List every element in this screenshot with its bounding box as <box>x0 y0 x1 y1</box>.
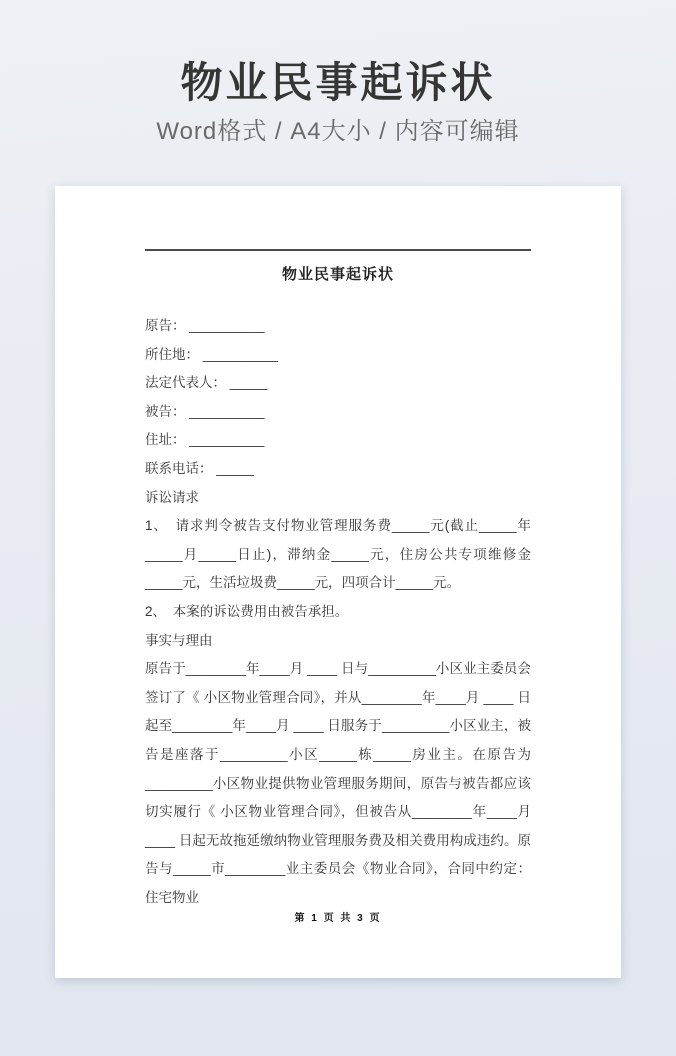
field-phone: 联系电话： _____ <box>145 460 254 476</box>
facts-section-heading: 事实与理由 <box>145 632 213 648</box>
document-title: 物业民事起诉状 <box>281 266 394 283</box>
field-legal-representative: 法定代表人： _____ <box>145 375 268 391</box>
field-address: 住址： __________ <box>145 432 265 448</box>
document-page <box>55 186 621 978</box>
document-body <box>145 312 531 912</box>
header-rule <box>145 249 531 251</box>
claim-item-1: 1、 请求判令被告支付物业管理服务费_____元(截止_____年_____月_____日止)，滞纳金_____元，住房公共专项维修金_____元，生活垃圾费_____元，四项合计_____元。 <box>145 518 531 591</box>
template-header <box>0 0 676 146</box>
claims-section-heading: 诉讼请求 <box>145 489 199 505</box>
claim-item-2: 2、 本案的诉讼费用由被告承担。 <box>145 603 349 619</box>
field-plaintiff: 原告： __________ <box>145 318 265 333</box>
template-title: 物业民事起诉状 <box>180 59 496 106</box>
field-defendant: 被告： __________ <box>145 403 265 419</box>
facts-paragraph: 原告于________年____月 ____ 日与_________小区业主委员会签订了《 小区物业管理合同》，并从________年____月 ____ 日起至________年____月 ____ 日服务于_________小区业主，被告是座落于_________小区_____栋_____房业主。在原告为_________小区物业提供物业管理服务期间，原告与被告都应该切实履行《 小区物业管理合同》，但被告从________年____月 ____ 日起无故拖延缴纳物业管理服务费及相关费用构成违约。原告与_____市________业主委员会《物业合同》，合同中约定：住宅物业 <box>145 661 531 905</box>
template-subtitle: Word格式 / A4大小 / 内容可编辑 <box>156 118 520 145</box>
page-number: 第 1 页 共 3 页 <box>294 913 382 924</box>
field-residence: 所住地： __________ <box>145 346 278 362</box>
